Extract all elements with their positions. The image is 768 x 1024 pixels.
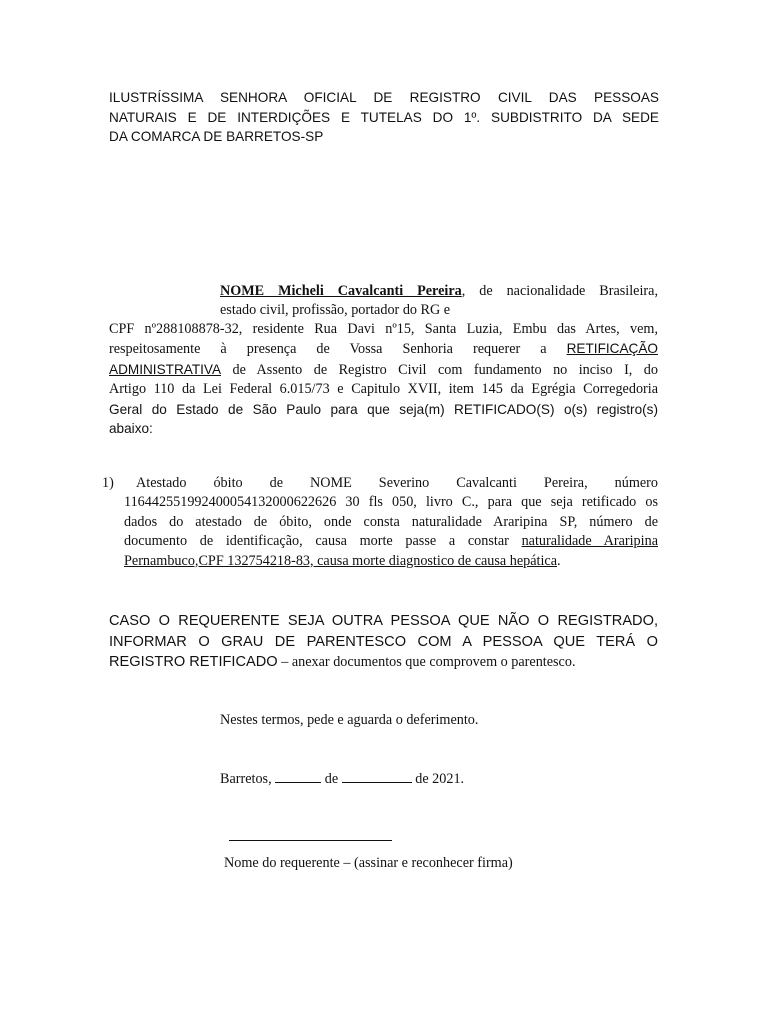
item-line-4-pre: documento de identificação, causa morte passe a constar <box>124 533 522 550</box>
signature-label: Nome do requerente – (assinar e reconhecer firma) <box>224 855 513 871</box>
date-line <box>220 768 464 789</box>
item-number: 1) <box>102 475 114 491</box>
intro-line-8: abaixo: <box>109 421 153 437</box>
item-line-1: Atestado óbito de NOME Severino Cavalcanti Pereira, número <box>136 475 658 491</box>
administrativa-word: ADMINISTRATIVA <box>109 361 222 377</box>
item-line-5-end: . <box>557 552 561 569</box>
relative-notice <box>109 611 658 673</box>
notice-line-3-caps: REGISTRO RETIFICADO <box>109 654 278 671</box>
intro-line-4-pre: respeitosamente à presença de Vossa Senhoria requerer a <box>109 341 567 358</box>
notice-line-3-rest: – anexar documentos que comprovem o parentesco. <box>277 654 576 671</box>
date-de-1: de <box>321 771 342 787</box>
item-line-5 <box>124 552 658 571</box>
requester-name: NOME Micheli Cavalcanti Pereira <box>220 283 462 299</box>
document-header <box>109 88 659 147</box>
intro-line-1-rest: , de nacionalidade Brasileira, <box>461 283 658 299</box>
date-year: de 2021. <box>411 771 465 787</box>
terms-line: Nestes termos, pede e aguarda o deferimento. <box>220 712 479 728</box>
header-line-3: DA COMARCA DE BARRETOS-SP <box>109 129 324 145</box>
intro-paragraph <box>109 320 658 438</box>
intro-line-5 <box>109 360 658 380</box>
notice-line-3 <box>109 652 658 673</box>
notice-line-2: INFORMAR O GRAU DE PARENTESCO COM A PESSOA QUE TERÁ O <box>109 633 658 650</box>
header-line-1: ILUSTRÍSSIMA SENHORA OFICIAL DE REGISTRO CIVIL DAS PESSOAS <box>109 90 659 105</box>
notice-line-1: CASO O REQUERENTE SEJA OUTRA PESSOA QUE NÃO O REGISTRADO, <box>109 613 658 629</box>
month-blank <box>342 768 412 783</box>
signature-line <box>229 840 392 841</box>
item-line-2: 116442551992400054132000622626 30 fls 050, livro C., para que seja retificado os <box>124 494 658 511</box>
item-1 <box>124 474 658 571</box>
intro-line-4 <box>109 339 658 359</box>
intro-line-6: Artigo 110 da Lei Federal 6.015/73 e Capitulo XVII, item 145 da Egrégia Corregedoria <box>109 381 658 398</box>
intro-line-1 <box>220 282 658 301</box>
city-label: Barretos, <box>220 771 276 787</box>
intro-line-5-rest: de Assento de Registro Civil com fundamento no inciso I, do <box>221 361 658 378</box>
retificacao-word: RETIFICAÇÃO <box>566 341 658 357</box>
naturalidade-underlined: naturalidade Araripina <box>521 533 658 550</box>
header-line-2: NATURAIS E DE INTERDIÇÕES E TUTELAS DO 1º. SUBDISTRITO DA SEDE <box>109 109 659 125</box>
intro-first-line <box>220 282 658 321</box>
item-line-3: dados do atestado de óbito, onde consta naturalidade Araripina SP, número de <box>124 513 658 530</box>
day-blank <box>275 768 321 783</box>
item-line-4 <box>124 532 658 551</box>
intro-line-7: Geral do Estado de São Paulo para que seja(m) RETIFICADO(S) o(s) registro(s) <box>109 401 658 417</box>
intro-line-2: estado civil, profissão, portador do RG e <box>220 302 451 319</box>
correction-underlined: Pernambuco,CPF 132754218-83, causa morte diagnostico de causa hepática <box>124 552 558 569</box>
intro-line-3: CPF nº288108878-32, residente Rua Davi nº15, Santa Luzia, Embu das Artes, vem, <box>109 321 658 337</box>
